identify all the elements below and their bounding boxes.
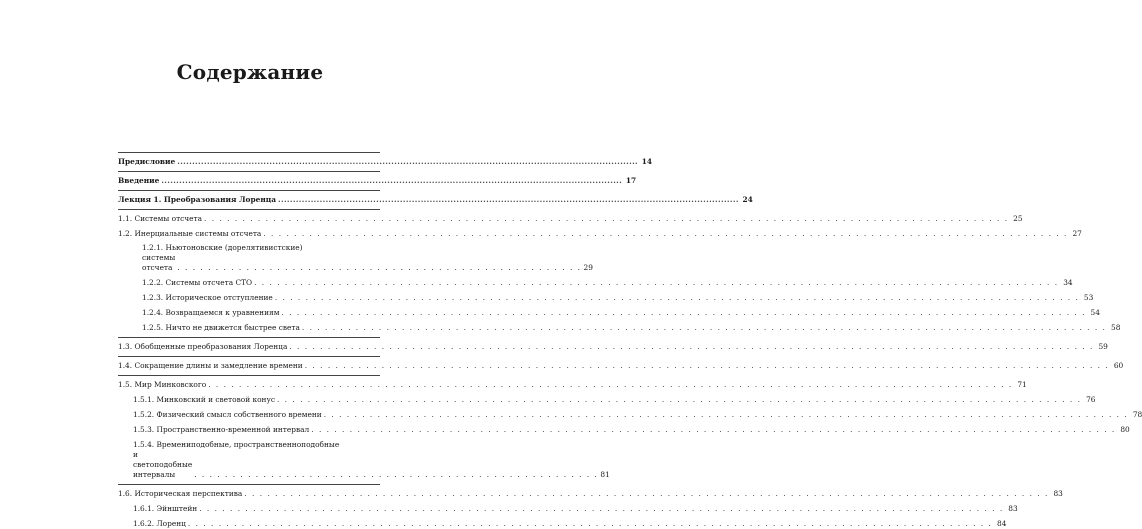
toc-entry-1-5-2[interactable] [118,410,1142,420]
toc-entry-page: 76 [1086,395,1096,404]
toc-entry-1-5[interactable] [118,380,1027,390]
toc-entry-label: Лекция 1. Преобразования Лоренца [118,195,276,204]
toc-entry-page: 27 [1072,229,1082,238]
toc-entry-label: 1.5.1. Минковский и световой конус [133,395,275,404]
toc-entry-label: 1.2.4. Возвращаемся к уравнениям [142,308,280,317]
toc-entry-1-3[interactable] [118,342,1108,352]
toc-entry-page: 83 [1008,504,1018,513]
toc-entry-label: Введение [118,176,160,185]
toc-entry-page: 59 [1098,342,1108,351]
leader-dots [177,157,638,167]
toc-entry-page: 71 [1017,380,1027,389]
toc-entry-page: 14 [641,157,653,166]
toc-entry-label: 1.5. Мир Минковского [118,380,207,389]
toc-entry-1-2-1[interactable] [118,243,593,273]
leader-dots [305,361,1110,371]
toc-entry-1-5-3[interactable] [118,425,1130,435]
toc-entry-page: 81 [600,470,610,479]
leader-dots [208,380,1013,390]
toc-entry-preface[interactable] [118,157,653,167]
toc-entry-1-6-1[interactable] [118,504,1018,514]
table-of-contents [118,152,1142,529]
toc-entry-lecture-1[interactable] [118,195,753,205]
toc-entry-label-line2: системы отсчета [142,253,176,272]
toc-entry-page: 53 [1083,293,1094,302]
toc-entry-label: 1.1. Системы отсчета [118,214,203,223]
toc-entry-page: 17 [625,176,637,185]
toc-entry-label: 1.3. Обобщенные преобразования Лоренца [118,342,288,351]
leader-dots [263,229,1068,239]
toc-entry-1-2-3[interactable] [118,293,1094,303]
toc-entry-page: 34 [1063,278,1073,287]
toc-entry-1-6-2[interactable] [118,519,1007,529]
toc-entry-label: 1.5.3. Пространственно-временной интервал [133,425,310,434]
toc-entry-1-5-4[interactable] [118,440,610,480]
toc-entry-1-2-5[interactable] [118,323,1121,333]
leader-dots [161,176,622,186]
toc-entry-page: 54 [1090,308,1100,317]
leader-dots [254,278,1059,288]
leader-dots [278,195,739,205]
toc-entry-label: 1.4. Сокращение длины и замедление времени [118,361,303,370]
leader-dots [244,489,1049,499]
toc-entry-1-4[interactable] [118,361,1124,371]
leader-dots [275,293,1080,303]
toc-entry-1-5-1[interactable] [118,395,1096,405]
toc-entry-label-line1: 1.5.4. Времениподобные, пространственноподобные [133,440,340,449]
leader-dots [194,470,598,480]
leader-dots [302,323,1107,333]
toc-entry-page: 60 [1113,361,1124,370]
toc-entry-page: 24 [742,195,753,204]
toc-entry-label-line1: 1.2.1. Ньютоновские (дорелятивистские) [142,243,303,252]
toc-entry-label: Предисловие [118,157,176,166]
leader-dots [177,263,581,273]
toc-entry-label: 1.2.3. Историческое отступление [142,293,273,302]
toc-entry-intro[interactable] [118,176,637,186]
leader-dots [204,214,1009,224]
toc-entry-page: 78 [1132,410,1142,419]
toc-entry-1-6[interactable] [118,489,1063,499]
toc-entry-label: 1.2. Инерциальные системы отсчета [118,229,262,238]
toc-entry-page: 80 [1120,425,1130,434]
page-title: Содержание [176,60,324,84]
toc-entry-label: 1.2.2. Системы отсчета СТО [142,278,253,287]
leader-dots [311,425,1116,435]
toc-entry-page: 84 [997,519,1007,528]
leader-dots [289,342,1094,352]
leader-dots [277,395,1082,405]
toc-entry-page: 83 [1053,489,1063,498]
toc-entry-1-1[interactable] [118,214,1023,224]
toc-entry-label: 1.6. Историческая перспектива [118,489,243,498]
toc-entry-label: 1.6.2. Лоренц [133,519,186,528]
leader-dots [188,519,993,529]
leader-dots [199,504,1004,514]
toc-entry-label: 1.5.2. Физический смысл собственного времени [133,410,322,419]
toc-entry-page: 58 [1111,323,1121,332]
toc-entry-page: 25 [1013,214,1023,223]
toc-entry-label: 1.2.5. Ничто не движется быстрее света [142,323,300,332]
leader-dots [281,308,1086,318]
toc-entry-1-2-2[interactable] [118,278,1073,288]
toc-entry-1-2[interactable] [118,229,1082,239]
toc-entry-page: 29 [583,263,593,272]
toc-entry-label-line2: и светоподобные интервалы [133,450,193,479]
leader-dots [324,410,1129,420]
toc-entry-label: 1.6.1. Эйнштейн [133,504,198,513]
toc-entry-1-2-4[interactable] [118,308,1100,318]
